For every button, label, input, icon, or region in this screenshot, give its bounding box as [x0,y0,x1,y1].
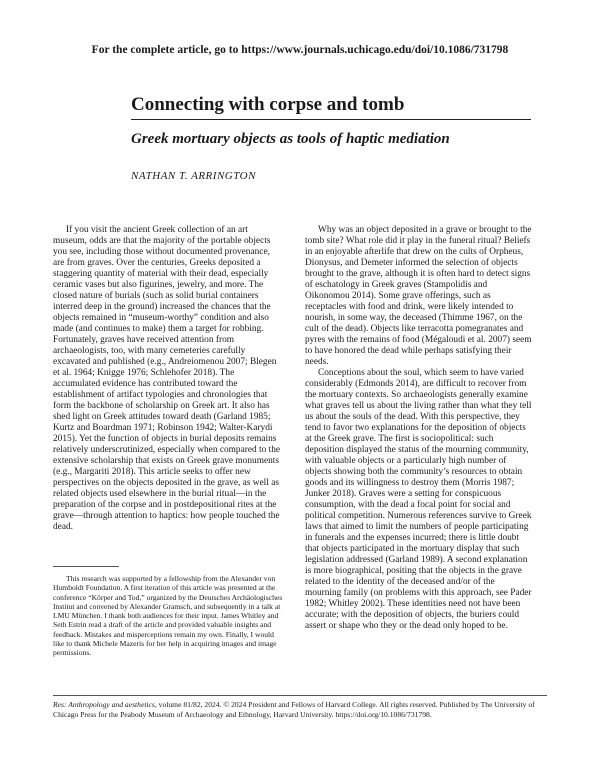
author-name: NATHAN T. ARRINGTON [131,170,256,182]
right-column [305,225,533,632]
journal-rule [53,695,547,696]
acknowledgment-footnote: This research was supported by a fellowship from the Alexander von Humboldt Foundation. A first iteration of this article was presented at the conference “Körper and Tod,” organized by the Deutsches Archäologisches Institut and convened by Alexander Gramsch, and subsequently in a talk at LMU München. I thank both audiences for their input. James Whitley and Seth Estrin read a draft of the article and provided valuable insights and feedback. Mistakes and misperceptions remain my own. Finally, I would like to thank Michele Mazeris for her help in acquiring images and image permissions. [53,574,283,658]
footnote-rule [53,566,119,567]
journal-citation [53,700,547,719]
right-paragraph-2: Conceptions about the soul, which seem to have varied considerably (Edmonds 2014), are difficult to recover from the mortuary contexts. So archaeologists generally examine what graves tell us about the living rather than what they tell us about the souls of the dead. With this perspective, they tend to favor two explanations for the deposition of objects at the Greek grave. The first is sociopolitical: such deposition displayed the status of the mourning community, with valuable objects or a particularly high number of objects showing both the community’s resources to obtain goods and its willingness to destroy them (Morris 1987; Junker 2018). Graves were a setting for conspicuous consumption, with the dead a focal point for social and political competition. Numerous references survive to Greek laws that aimed to limit the numbers of people participating in funerals and the expenses incurred; there is little doubt that objects participated in the mortuary display that such legislation addressed (Garland 1989). A second explanation is more biographical, positing that the objects in the grave related to the identity of the deceased and/or of the mourning family (on problems with this approach, see Pader 1982; Whitley 2002). These identities need not have been accurate; with the deposition of objects, the buriers could assert or shape who they or the dead only hoped to be. [305,368,532,631]
article-subtitle: Greek mortuary objects as tools of haptic mediation [131,131,450,147]
article-title: Connecting with corpse and tomb [131,94,405,115]
left-column [53,225,281,533]
journal-details: volume 81/82, 2024. © 2024 President and Fellows of Harvard College. All rights reserved. Published by The University of Chicago Press for the Peabody Museum of Archaeology and Ethnology, Harvard University. https://doi.org/10.1086/731798. [53,700,535,719]
right-paragraph-1: Why was an object deposited in a grave or brought to the tomb site? What role did it play in the funeral ritual? Beliefs in an enjoyable afterlife that drew on the cults of Orpheus, Dionysus, and Demeter informed the selection of objects brought to the grave, although it is often hard to detect signs of eschatology in Greek graves (Stampolidis and Oikonomou 2014). Some grave offerings, such as receptacles with food and drink, were likely intended to nourish, in some way, the deceased (Thimme 1967, on the cult of the dead). Objects like terracotta pomegranates and pyres with the remains of food (Mégaloudi et al. 2007) seem to have honored the dead while perhaps satisfying their needs. [305,225,532,367]
article-link-banner[interactable]: For the complete article, go to https://www.journals.uchicago.edu/doi/10.1086/731798 [91,44,509,56]
title-rule [131,119,531,120]
journal-name: Res: Anthropology and aesthetics, [53,700,157,709]
left-paragraph-1: If you visit the ancient Greek collection of an art museum, odds are that the majority of the portable objects you see, including those without documented provenance, are from graves. Over the centuries, Greeks deposited a staggering quantity of material with their dead, especially ceramic vases but also figurines, jewelry, and more. The closed nature of burials (such as solid burial containers interred deep in the ground) increased the chances that the objects remained in “museum-worthy” condition and also made (and continues to make) them a target for robbing. Fortunately, graves have received attention from archaeologists, too, with many cemeteries carefully excavated and published (e.g., Andreiomenou 2007; Blegen et al. 1964; Knigge 1976; Schlehofer 2018). The accumulated evidence has contributed toward the establishment of artifact typologies and chronologies that form the backbone of scholarship on Greek art. It also has shed light on Greek attitudes toward death (Garland 1985; Kurtz and Boardman 1971; Robinson 1942; Walter-Karydi 2015). Yet the function of objects in burial deposits remains relatively underscrutinized, especially when compared to the extensive scholarship that exists on Greek grave monuments (e.g., Margariti 2018). This article seeks to offer new perspectives on the objects deposited in the grave, as well as related objects used elsewhere in the burial ritual—in the preparation of the corpse and in postdepositional rites at the grave—through attention to haptics: how people touched the dead. [53,225,281,532]
